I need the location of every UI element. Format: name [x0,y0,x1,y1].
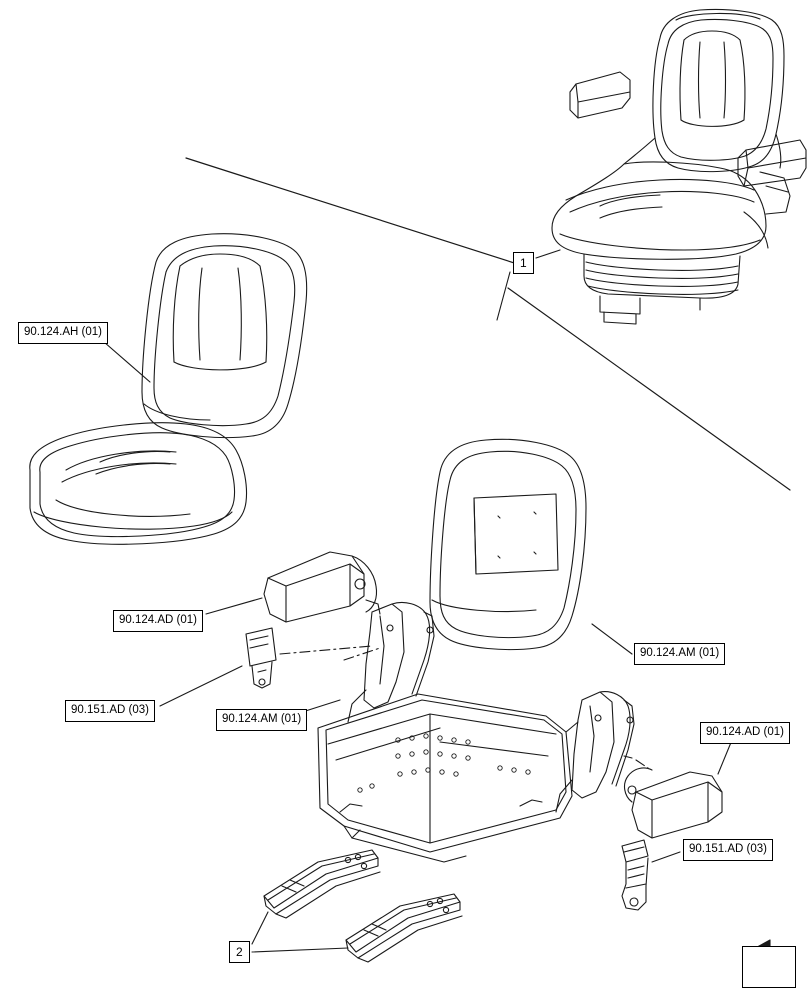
leader-backrest-frame [592,624,632,654]
callout-90-151-AD-03-right[interactable]: 90.151.AD (03) [683,839,773,861]
backrest-frame-illustration [430,439,586,649]
right-armrest-illustration [625,768,722,838]
item-number-1[interactable]: 1 [513,252,534,274]
callout-90-124-AH-01[interactable]: 90.124.AH (01) [18,322,108,344]
leader-right-armrest [718,740,732,774]
leader-left-buckle [160,666,242,706]
slide-rail-illustration-2 [346,894,462,962]
leader-left-armrest [206,598,262,614]
slide-rail-illustration-1 [264,850,380,918]
direction-legend-box [742,946,796,988]
leader-item1-b [497,272,510,320]
callout-90-124-AD-01-left[interactable]: 90.124.AD (01) [113,610,203,632]
assembled-seat-illustration [552,9,806,324]
callout-90-151-AD-03-left[interactable]: 90.151.AD (03) [65,700,155,722]
callout-90-124-AD-01-right[interactable]: 90.124.AD (01) [700,722,790,744]
seat-cushion-set-illustration [30,234,307,545]
leader-item2-a [252,912,268,944]
seat-frame-illustration [318,602,634,862]
callout-90-124-AM-01-left[interactable]: 90.124.AM (01) [216,709,307,731]
leader-item2-b [252,948,348,952]
axis-left-armrest [280,646,372,654]
leader-item1-a [536,250,560,258]
right-belt-illustration [622,840,648,910]
leader-right-belt [652,852,680,862]
left-armrest-illustration [264,552,380,622]
separator-line-upper [186,158,530,268]
callout-90-124-AM-01-right[interactable]: 90.124.AM (01) [634,643,725,665]
item-number-2[interactable]: 2 [229,941,250,963]
left-belt-buckle-illustration [246,628,276,688]
